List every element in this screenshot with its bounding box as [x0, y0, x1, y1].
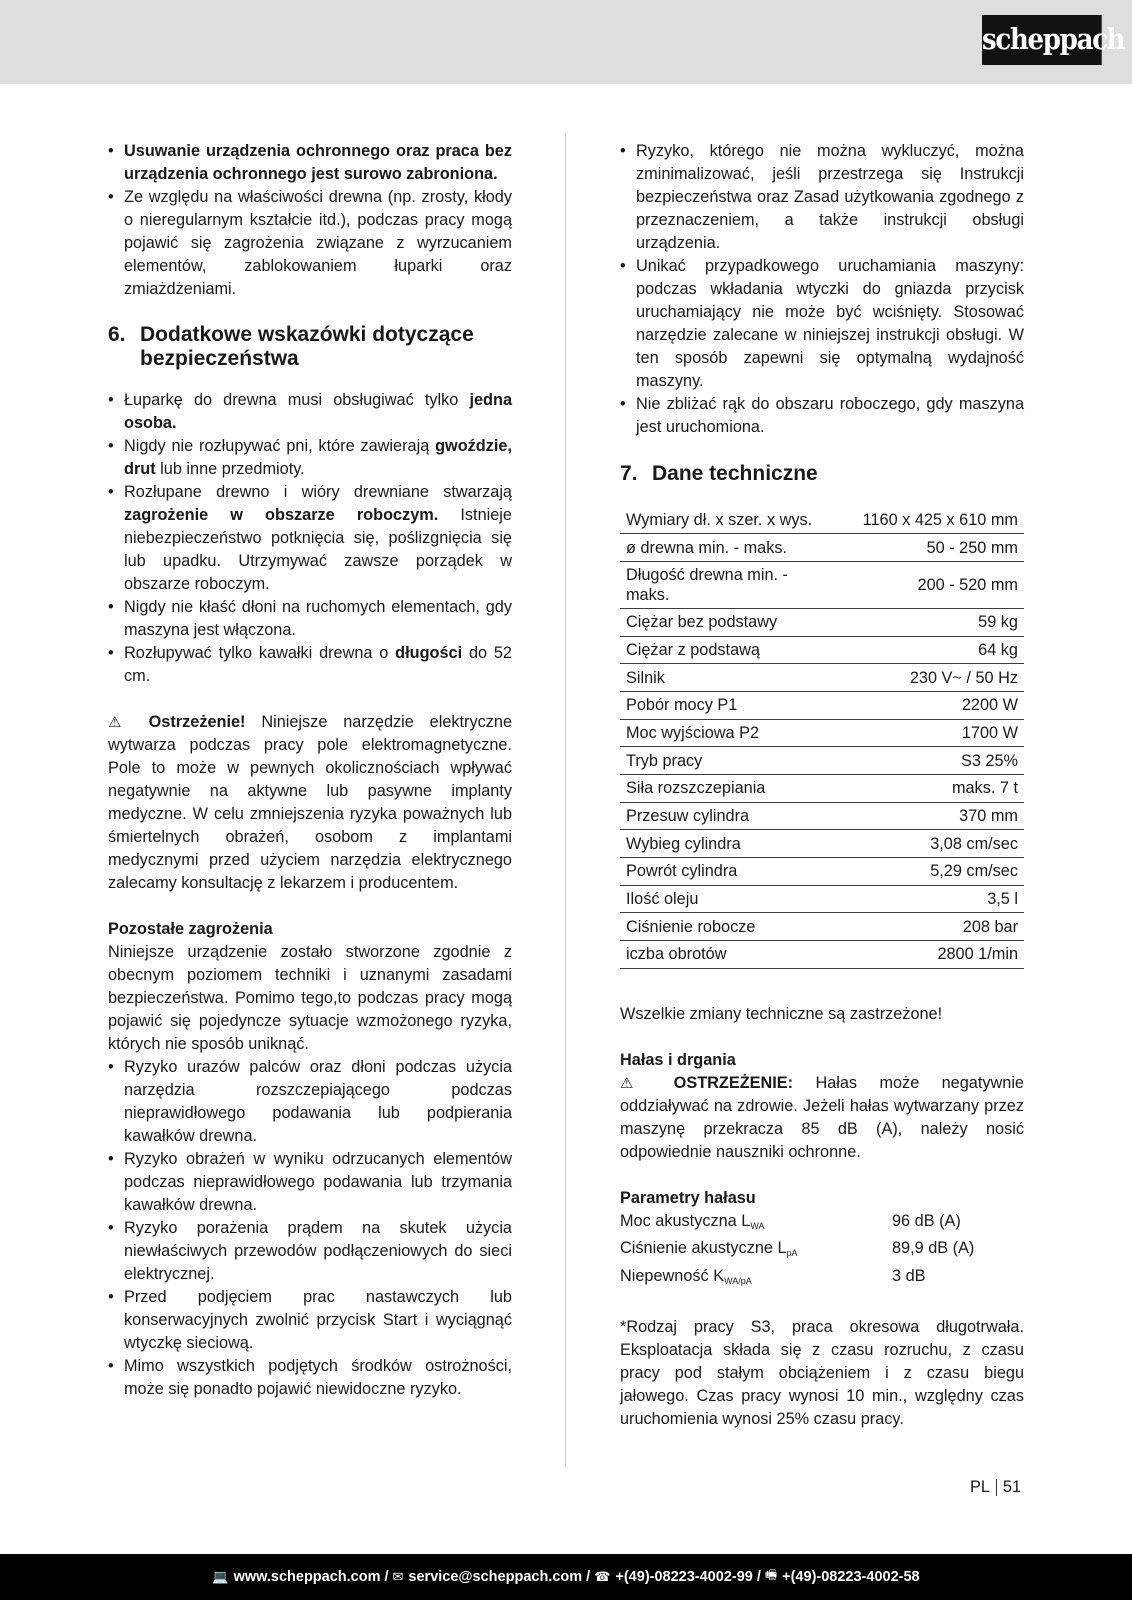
table-row	[620, 506, 1024, 534]
list-item: Ciśnienie akustyczne $L_{pA}$ 89,9 dB (A)	[620, 1239, 975, 1259]
noise-warning: ⚠ OSTRZEŻENIE: Hałas może negatywnie oddziaływać na zdrowie. Jeżeli hałas wytwarzany przez maszynę przekracza 85 dB (A), należy nosić odpowiednie nauszniki ochronne.	[620, 1073, 1024, 1161]
noise-params-list	[620, 1210, 1024, 1293]
list-item: • Ryzyko urazów palców oraz dłoni podczas użycia narzędzia rozszczepiającego podczas nieprawidłowego podawania lub podpierania kawałków drewna.	[108, 1056, 512, 1148]
spec-value: S3 25%	[825, 747, 1024, 775]
website-link[interactable]: www.scheppach.com	[233, 1569, 381, 1585]
spec-label: Wybieg cylindra	[620, 830, 825, 858]
spec-value: 3,5 l	[825, 885, 1024, 913]
list-item: • Łuparkę do drewna musi obsługiwać tylko jedna osoba.	[108, 389, 512, 435]
left-column	[108, 140, 512, 1401]
spec-label: Wymiary dł. x szer. x wys.	[620, 506, 825, 534]
table-row	[620, 858, 1024, 886]
list-item: Niepewność $K_{WA/pA}$ 3 dB	[620, 1266, 926, 1286]
emf-warning: ⚠ Ostrzeżenie! Niniejsze narzędzie elektryczne wytwarza podczas pracy pole elektromagnetyczne. Pole to może w pewnych okolicznościach wpływać negatywnie na aktywne lub pasywne implanty medyczne. W celu zmniejszenia ryzyka poważnych lub śmiertelnych obrażeń, osobom z implantami medycznymi przed użyciem narzędzia elektrycznego zalecamy konsultację z lekarzem i producentem.	[108, 713, 512, 892]
spec-label: Ilość oleju	[620, 885, 825, 913]
laptop-icon: 💻	[212, 1569, 229, 1584]
spec-label: Długość drewna min. - maks.	[620, 561, 825, 608]
table-row	[620, 802, 1024, 830]
list-item: • Usuwanie urządzenia ochronnego oraz praca bez urządzenia ochronnego jest surowo zabroniona.	[108, 140, 512, 186]
table-row	[620, 830, 1024, 858]
spec-label: Powrót cylindra	[620, 858, 825, 886]
noise-params-heading: Parametry hałasu	[620, 1188, 756, 1207]
spec-value: 2800 1/min	[825, 941, 1024, 969]
page-number: PL 51	[970, 1478, 1022, 1496]
mail-icon: ✉	[392, 1569, 404, 1584]
spec-value: 3,08 cm/sec	[825, 830, 1024, 858]
list-item: • Ryzyko porażenia prądem na skutek użycia niewłaściwych przewodów podłączeniowych do sieci elektrycznej.	[108, 1217, 512, 1286]
residual-risks-intro: Niniejsze urządzenie zostało stworzone zgodnie z obecnym poziomem techniki i uznanymi zasadami bezpieczeństwa. Pomimo tego,to podczas pracy mogą pojawić się pojedyncze sytuacje wzmożonego ryzyka, których nie sposób uniknąć.	[108, 943, 512, 1053]
spec-label: Siła rozszczepiania	[620, 775, 825, 803]
spec-value: 1160 x 425 x 610 mm	[825, 506, 1024, 534]
list-item: • Nigdy nie rozłupywać pni, które zawierają gwoździe, drut lub inne przedmioty.	[108, 435, 512, 481]
spec-value: 370 mm	[825, 802, 1024, 830]
right-column	[620, 140, 1024, 1431]
spec-label: ø drewna min. - maks.	[620, 534, 825, 562]
spec-label: Moc wyjściowa P2	[620, 719, 825, 747]
fax-icon: 🖷	[764, 1567, 778, 1582]
list-item: • Rozłupane drewno i wióry drewniane stwarzają zagrożenie w obszarze roboczym. Istnieje niebezpieczeństwo potknięcia się, poślizgnięcia się lub upadku. Utrzymywać zawsze porządek w obszarze roboczym.	[108, 481, 512, 596]
spec-label: Przesuw cylindra	[620, 802, 825, 830]
table-row	[620, 636, 1024, 664]
spec-value: 230 V~ / 50 Hz	[825, 664, 1024, 692]
spec-label: Silnik	[620, 664, 825, 692]
list-item: • Ryzyko obrażeń w wyniku odrzucanych elementów podczas nieprawidłowego podawania lub trzymania kawałków drewna.	[108, 1148, 512, 1217]
column-divider	[565, 134, 566, 1466]
brand-logo: scheppach	[982, 15, 1102, 65]
list-item: Moc akustyczna $L_{WA}$ 96 dB (A)	[620, 1211, 961, 1231]
spec-label: Ciężar z podstawą	[620, 636, 825, 664]
spec-value: 59 kg	[825, 608, 1024, 636]
email-link[interactable]: service@scheppach.com	[408, 1569, 583, 1585]
table-row	[620, 664, 1024, 692]
table-row	[620, 941, 1024, 969]
fax-number: +(49)-08223-4002-58	[782, 1569, 920, 1585]
spec-value: 50 - 250 mm	[825, 534, 1024, 562]
technical-data-table	[620, 506, 1024, 969]
duty-cycle-footnote: *Rodzaj pracy S3, praca okresowa długotrwała. Eksploatacja składa się z czasu rozruchu, z czasu pracy pod stałym obciążeniem i z czasu biegu jałowego. Czas pracy wynosi 10 min., względny czas uruchomienia wynosi 25% czasu pracy.	[620, 1318, 1024, 1429]
table-row	[620, 719, 1024, 747]
spec-value: maks. 7 t	[825, 775, 1024, 803]
spec-value: 1700 W	[825, 719, 1024, 747]
phone-icon: ☎	[594, 1569, 611, 1584]
list-item: • Rozłupywać tylko kawałki drewna o długości do 52 cm.	[108, 642, 512, 688]
spec-label: Ciężar bez podstawy	[620, 608, 825, 636]
table-row	[620, 885, 1024, 913]
residual-risks-heading: Pozostałe zagrożenia	[108, 920, 273, 938]
spec-value: 64 kg	[825, 636, 1024, 664]
table-row	[620, 534, 1024, 562]
spec-value: 2200 W	[825, 691, 1024, 719]
section-6-heading: 6. Dodatkowe wskazówki dotyczące bezpieczeństwa	[108, 323, 474, 370]
table-row	[620, 913, 1024, 941]
spec-value: 200 - 520 mm	[825, 561, 1024, 608]
noise-heading: Hałas i drgania	[620, 1050, 736, 1069]
table-row	[620, 608, 1024, 636]
footer-contact-bar: 💻 www.scheppach.com / ✉ service@scheppach.com / ☎ +(49)-08223-4002-99 / 🖷 +(49)-08223-4002-58	[0, 1554, 1132, 1600]
phone-number: +(49)-08223-4002-99	[615, 1569, 753, 1585]
spec-label: Pobór mocy P1	[620, 691, 825, 719]
spec-label: Ciśnienie robocze	[620, 913, 825, 941]
technical-changes-note: Wszelkie zmiany techniczne są zastrzeżone!	[620, 1004, 943, 1023]
list-item: • Unikać przypadkowego uruchamiania maszyny: podczas wkładania wtyczki do gniazda przycisk uruchamiający nie może być wciśnięty. Stosować narzędzie zalecane w niniejszej instrukcji obsługi. W ten sposób zapewni się optymalną wydajność maszyny.	[620, 255, 1024, 393]
section-7-heading: 7. Dane techniczne	[620, 462, 818, 485]
spec-value: 5,29 cm/sec	[825, 858, 1024, 886]
spec-value: 208 bar	[825, 913, 1024, 941]
table-row	[620, 775, 1024, 803]
list-item: • Nigdy nie kłaść dłoni na ruchomych elementach, gdy maszyna jest włączona.	[108, 596, 512, 642]
spec-label: Tryb pracy	[620, 747, 825, 775]
list-item: • Nie zbliżać rąk do obszaru roboczego, gdy maszyna jest uruchomiona.	[620, 393, 1024, 439]
warning-icon: ⚠	[620, 1074, 652, 1092]
list-item: • Mimo wszystkich podjętych środków ostrożności, może się ponadto pojawić niewidoczne ryzyko.	[108, 1355, 512, 1401]
right-bullet-list	[620, 140, 1024, 439]
spec-label: iczba obrotów	[620, 941, 825, 969]
warning-icon: ⚠	[108, 714, 133, 731]
table-row	[620, 747, 1024, 775]
table-row	[620, 691, 1024, 719]
list-item: • Ze względu na właściwości drewna (np. zrosty, kłody o nieregularnym kształcie itd.), podczas pracy mogą pojawić się zagrożenia związane z wyrzucaniem elementów, zablokowaniem łuparki oraz zmiażdżeniami.	[108, 186, 512, 301]
header-band	[0, 0, 1132, 84]
section-6-bullet-list	[108, 389, 512, 688]
list-item: • Ryzyko, którego nie można wykluczyć, można zminimalizować, jeśli przestrzega się Instrukcji bezpieczeństwa oraz Zasad użytkowania zgodnego z przeznaczeniem, a także instrukcji obsługi urządzenia.	[620, 140, 1024, 255]
list-item: • Przed podjęciem prac nastawczych lub konserwacyjnych zwolnić przycisk Start i wyciągnąć wtyczkę sieciową.	[108, 1286, 512, 1355]
residual-risks-list	[108, 1056, 512, 1401]
table-row	[620, 561, 1024, 608]
intro-bullet-list	[108, 140, 512, 301]
